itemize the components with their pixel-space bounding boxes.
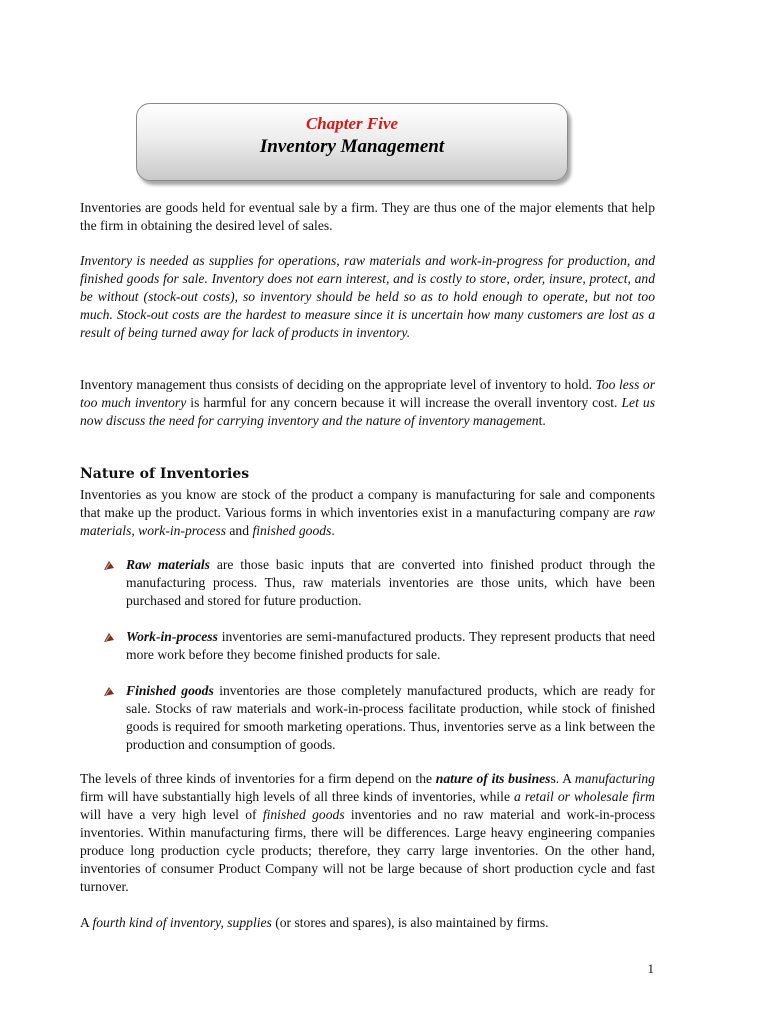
feather-bullet-icon — [103, 559, 115, 571]
para4-e: . — [331, 523, 335, 538]
bullet-text: inventories are semi-manufactured products. They represent products that need more work before they become finished products for sale. — [126, 629, 655, 662]
bullet-term: Work-in-process — [126, 629, 218, 644]
paragraph-levels — [80, 770, 655, 896]
para3-a: Inventory management thus consists of deciding on the appropriate level of inventory to hold. — [80, 377, 596, 392]
para3-d: Let us now discuss the need for carrying inventory and the nature of inventory managemen — [80, 395, 655, 428]
bullet-text: inventories are those completely manufactured products, which are ready for sale. Stocks of raw materials and work-in-process facilitate production, while stock of finished goods is required for smooth marketing operations. Thus, inventories serve as a link between the production and consumption of goods. — [126, 683, 655, 752]
chapter-title: Inventory Management — [259, 136, 445, 157]
bullet-term: Finished goods — [126, 683, 214, 698]
para5-e: firm will have substantially high levels of all three kinds of inventories, while — [80, 789, 515, 804]
para3-e: t. — [538, 413, 546, 428]
para6-b: fourth kind of inventory, supplies — [92, 915, 272, 930]
section-heading: Nature of Inventories — [80, 466, 250, 482]
para5-h: finished goods — [262, 807, 345, 822]
chapter-title-box — [136, 103, 568, 181]
para4-a: Inventories as you know are stock of the product a company is manufacturing for sale and components that make up the product. Various forms in which inventories exist in a manufacturing company are — [80, 487, 655, 520]
page-number: 1 — [647, 961, 654, 976]
para5-d: manufacturing — [574, 771, 655, 786]
para6-c: (or stores and spares), is also maintained by firms. — [271, 915, 549, 930]
para5-f: a retail or wholesale firm — [514, 789, 655, 804]
para5-a: The levels of three kinds of inventories for a firm depend on the — [80, 771, 436, 786]
para5-g: will have a very high level of — [80, 807, 263, 822]
para4-d: finished goods — [252, 523, 332, 538]
bullet-text: are those basic inputs that are converted into finished product through the manufacturing process. Thus, raw materials inventories are those units, which have been purchased and stored for future production. — [126, 557, 655, 608]
para3-b: Too less or too much inventory — [80, 377, 655, 410]
paragraph-inventory-need — [80, 252, 655, 342]
feather-bullet-icon — [103, 631, 115, 643]
para5-c: s. A — [550, 771, 575, 786]
paragraph-intro: Inventories are goods held for eventual sale by a firm. They are thus one of the major elements that help the firm in obtaining the desired level of sales. — [80, 200, 655, 233]
bullet-term: Raw materials — [126, 557, 210, 572]
feather-bullet-icon — [103, 685, 115, 697]
para4-c: and — [226, 523, 253, 538]
para5-b: nature of its busines — [435, 771, 551, 786]
para4-b: raw materials, work-in-process — [80, 505, 655, 538]
paragraph-supplies — [80, 914, 655, 932]
paragraph-inventory-need-text: Inventory is needed as supplies for operations, raw materials and work-in-progress for production, and finished goods for sale. Inventory does not earn interest, and is costly to store, order, insure, protect, and be without (stock-out costs), so inventory should be held so as to hold enough to operate, but not too much. Stock-out costs are the hardest to measure since it is uncertain how many customers are lost as a result of being turned away for lack of products in inventory. — [80, 253, 655, 340]
para6-a: A — [80, 915, 93, 930]
chapter-number: Chapter Five — [305, 114, 399, 133]
para5-i: inventories and no raw material and work-in-process inventories. Within manufacturing firms, there will be differences. Large heavy engineering companies produce long production cycle products; therefore, they carry large inventories. On the other hand, inventories of consumer Product Company will not be large because of short production cycle and fast turnover. — [80, 807, 656, 894]
para3-c: is harmful for any concern because it will increase the overall inventory cost. — [186, 395, 622, 410]
paragraph-inventory-management — [80, 376, 655, 430]
paragraph-forms — [80, 486, 655, 540]
